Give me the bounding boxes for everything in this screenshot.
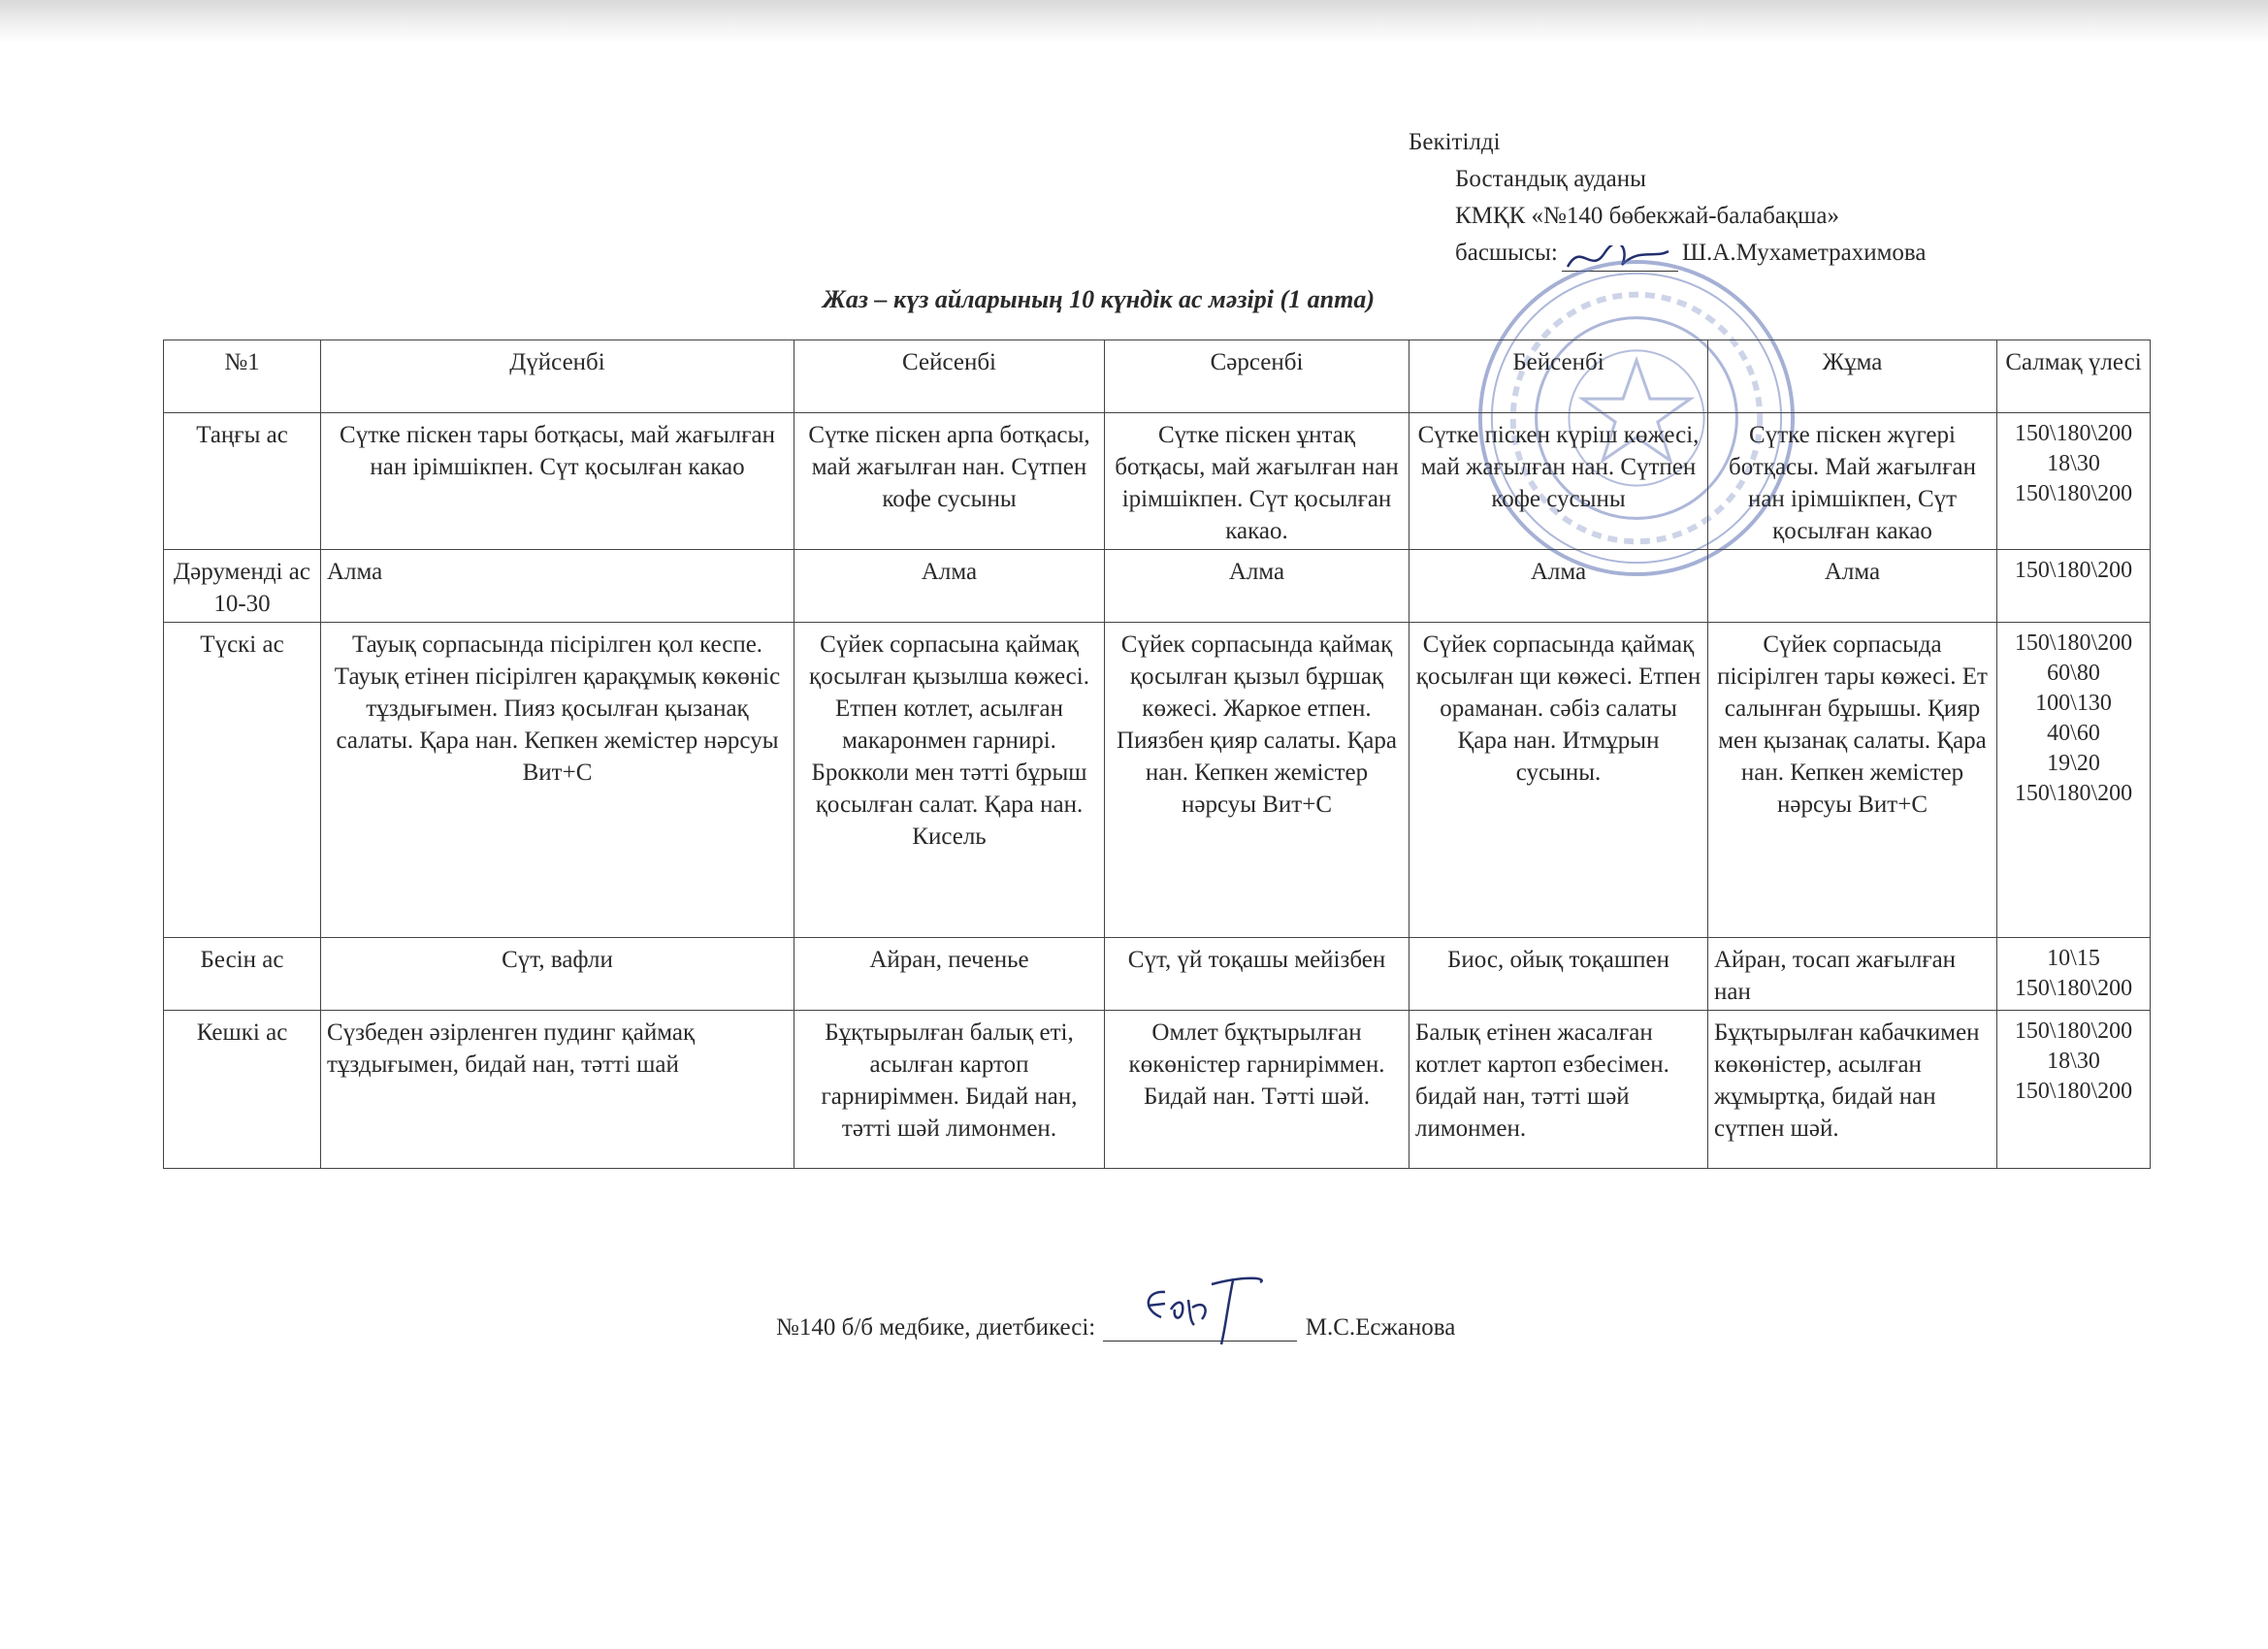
menu-cell: Сүзбеден әзірленген пудинг қаймақ тұздығымен, бидай нан, тәтті шай (321, 1011, 794, 1169)
approval-block (1409, 124, 1926, 272)
menu-cell: Биос, ойық тоқашпен (1409, 938, 1708, 1011)
weight-value: 19\20 (2047, 751, 2100, 776)
weight-value: 40\60 (2047, 721, 2100, 746)
weight-value: 150\180\200 (2014, 1079, 2133, 1104)
weight-cell (1997, 623, 2151, 938)
menu-cell: Сүтке піскен арпа ботқасы, май жағылған нан. Сүтпен кофе сусыны (794, 413, 1105, 550)
weight-value: 150\180\200 (2014, 1018, 2133, 1044)
meal-name: Таңғы ас (164, 413, 321, 550)
approval-line-4 (1409, 235, 1926, 272)
menu-cell: Бұқтырылған кабачкимен көкөністер, асылған жұмыртқа, бидай нан сүтпен шәй. (1708, 1011, 1997, 1169)
weight-value: 10\15 (2047, 946, 2100, 971)
menu-cell: Тауық сорпасында пісірілген қол кеспе. Тауық етінен пісірілген қарақұмық көкөніс тұздығымен. Пияз қосылған қызанақ салаты. Қара нан. Кепкен жемістер нәрсуы Вит+С (321, 623, 794, 938)
weight-cell (1997, 938, 2151, 1011)
menu-cell: Айран, тосап жағылған нан (1708, 938, 1997, 1011)
approval-line-3: КМҚК «№140 бөбекжай-балабақша» (1455, 203, 1839, 229)
menu-cell: Сүйек сорпасыда пісірілген тары көжесі. Ет салынған бұрышы. Қияр мен қызанақ салаты. Қара нан. Кепкен жемістер нәрсуы Вит+С (1708, 623, 1997, 938)
meal-name: Бесін ас (164, 938, 321, 1011)
meal-name: Кешкі ас (164, 1011, 321, 1169)
weight-cell (1997, 550, 2151, 623)
table-row (164, 413, 2151, 550)
weight-value: 100\130 (2035, 691, 2112, 716)
menu-cell: Омлет бұқтырылған көкөністер гарниріммен. Бидай нан. Тәтті шәй. (1105, 1011, 1409, 1169)
weight-value: 150\180\200 (2014, 630, 2133, 656)
menu-cell: Айран, печенье (794, 938, 1105, 1011)
table-row (164, 938, 2151, 1011)
table-row (164, 623, 2151, 938)
header-cell-tuesday: Сейсенбі (794, 340, 1105, 413)
header-cell-thursday: Бейсенбі (1409, 340, 1708, 413)
menu-cell: Алма (794, 550, 1105, 623)
weight-value: 150\180\200 (2014, 558, 2133, 583)
approval-head-name: Ш.А.Мухаметрахимова (1681, 240, 1927, 266)
header-cell-monday: Дүйсенбі (321, 340, 794, 413)
menu-cell: Сүтке піскен күріш көжесі, май жағылған нан. Сүтпен кофе сусыны (1409, 413, 1708, 550)
weight-value: 150\180\200 (2014, 481, 2133, 506)
menu-cell: Алма (1708, 550, 1997, 623)
menu-cell: Сүтке піскен жүгері ботқасы. Май жағылған нан ірімшікпен, Сүт қосылған какао (1708, 413, 1997, 550)
table-header-row (164, 340, 2151, 413)
nurse-name: М.С.Есжанова (1305, 1314, 1456, 1341)
header-cell-number: №1 (164, 340, 321, 413)
approval-line-2: Бостандық ауданы (1455, 166, 1646, 192)
weight-cell (1997, 413, 2151, 550)
menu-table (163, 340, 2151, 1169)
menu-cell: Алма (1105, 550, 1409, 623)
menu-cell: Сүт, үй тоқашы мейізбен (1105, 938, 1409, 1011)
menu-cell: Балық етінен жасалған котлет картоп езбесімен. бидай нан, тәтті шәй лимонмен. (1409, 1011, 1708, 1169)
table-row (164, 1011, 2151, 1169)
menu-cell: Сүйек сорпасына қаймақ қосылған қызылша көжесі. Етпен котлет, асылған макаронмен гарнирі. Брокколи мен тәтті бұрыш қосылған салат. Қара нан. Кисель (794, 623, 1105, 938)
header-cell-weight: Салмақ үлесі (1997, 340, 2151, 413)
nurse-signature-icon (1103, 1313, 1297, 1342)
footer-signature-line (776, 1313, 1455, 1342)
menu-cell: Сүйек сорпасында қаймақ қосылған қызыл бұршақ көжесі. Жаркое етпен. Пиязбен қияр салаты. Қара нан. Кепкен жемістер нәрсуы Вит+С (1105, 623, 1409, 938)
menu-cell: Сүт, вафли (321, 938, 794, 1011)
head-signature-icon (1562, 245, 1678, 272)
approval-line-1: Бекітілді (1409, 129, 1501, 155)
weight-value: 60\80 (2047, 661, 2100, 686)
menu-cell: Сүтке піскен ұнтақ ботқасы, май жағылған нан ірімшікпен. Сүт қосылған какао. (1105, 413, 1409, 550)
scan-shadow (0, 0, 2268, 43)
weight-value: 18\30 (2047, 1049, 2100, 1074)
approval-head-label: басшысы: (1455, 240, 1558, 266)
weight-value: 150\180\200 (2014, 781, 2133, 806)
menu-cell: Сүтке піскен тары ботқасы, май жағылған нан ірімшікпен. Сүт қосылған какао (321, 413, 794, 550)
header-cell-friday: Жұма (1708, 340, 1997, 413)
header-cell-wednesday: Сәрсенбі (1105, 340, 1409, 413)
nurse-label: №140 б/б медбике, диетбикесі: (776, 1314, 1096, 1341)
meal-name: Дәруменді ас 10-30 (164, 550, 321, 623)
weight-value: 150\180\200 (2014, 976, 2133, 1001)
menu-cell: Бұқтырылған балық еті, асылған картоп гарниріммен. Бидай нан, тәтті шәй лимонмен. (794, 1011, 1105, 1169)
meal-name: Түскі ас (164, 623, 321, 938)
weight-value: 18\30 (2047, 451, 2100, 476)
menu-cell: Алма (1409, 550, 1708, 623)
page-title: Жаз – күз айларының 10 күндік ас мәзірі (1 апта) (823, 285, 1375, 313)
menu-cell: Алма (321, 550, 794, 623)
weight-value: 150\180\200 (2014, 421, 2133, 446)
weight-cell (1997, 1011, 2151, 1169)
table-row (164, 550, 2151, 623)
menu-cell: Сүйек сорпасында қаймақ қосылған щи көжесі. Етпен ораманан. сәбіз салаты Қара нан. Итмұрын сусыны. (1409, 623, 1708, 938)
